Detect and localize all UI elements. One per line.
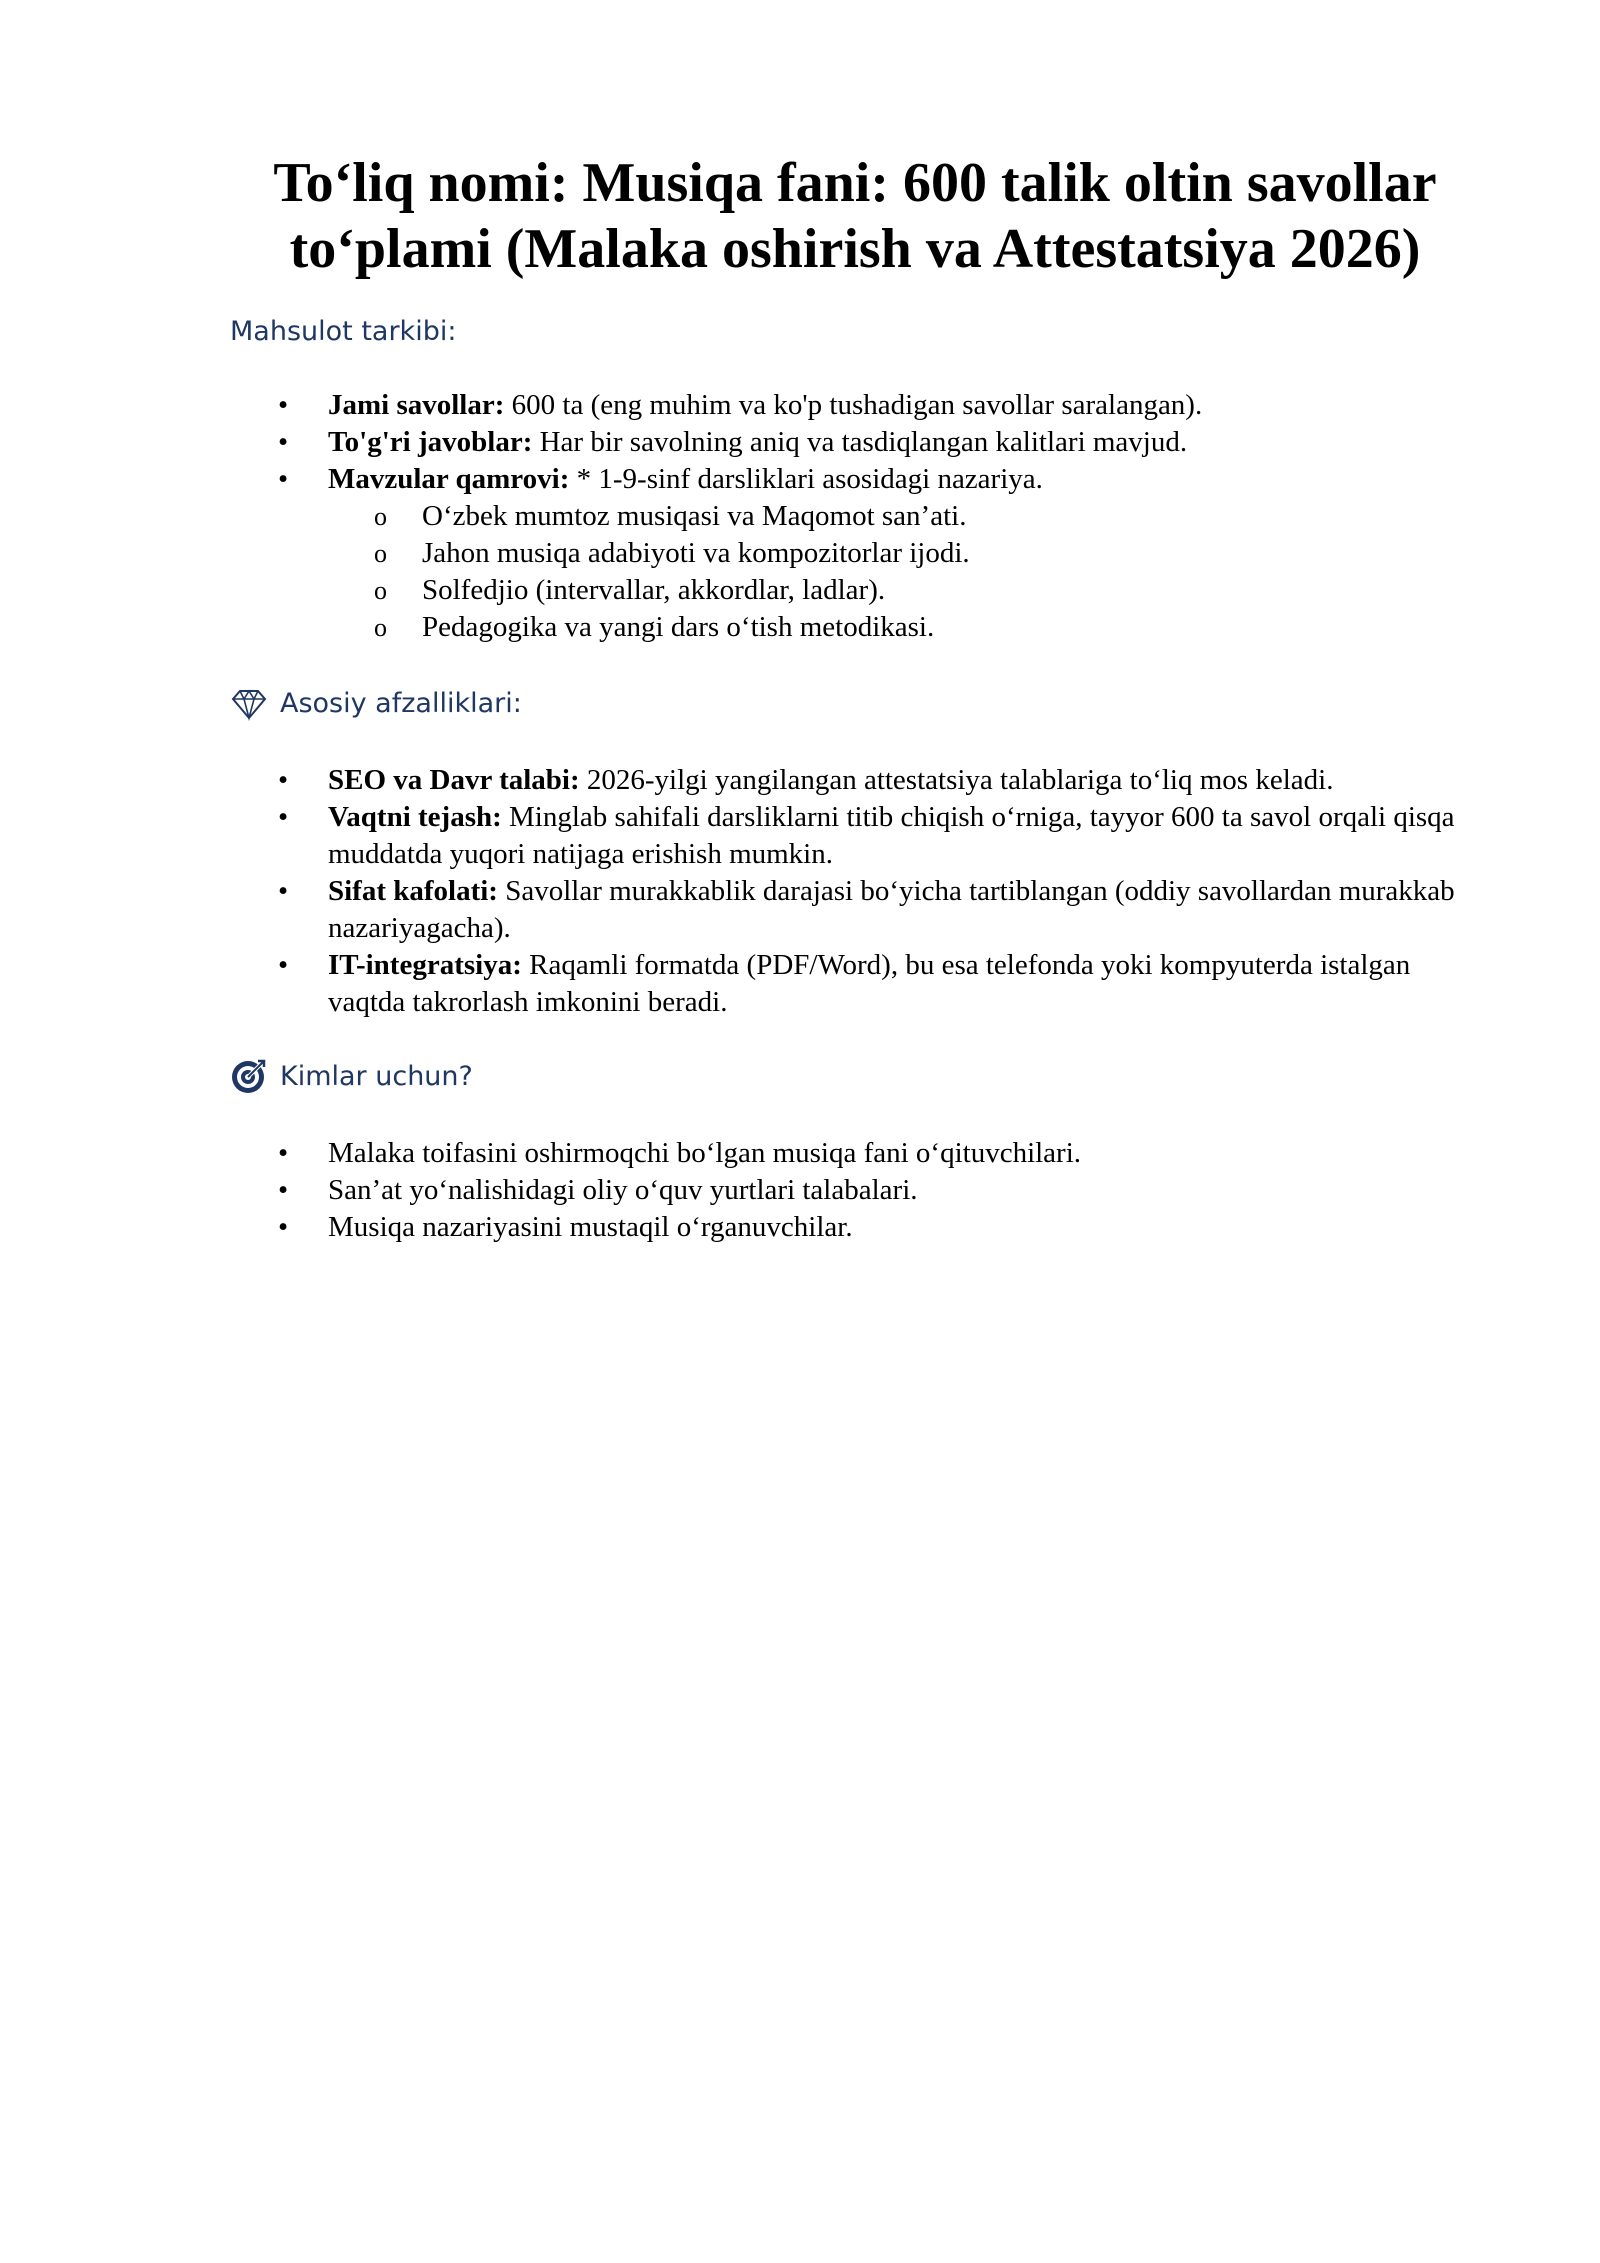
section-heading-text: Mahsulot tarkibi: (230, 316, 457, 347)
item-label: IT-integratsiya: (328, 949, 522, 981)
list-item (230, 762, 1480, 799)
kimlar-list (230, 1135, 1480, 1246)
topics-sublist (422, 498, 1480, 646)
item-text: 2026-yilgi yangilangan attestatsiya talablariga to‘liq mos keladi. (579, 764, 1334, 796)
item-label: Vaqtni tejash: (328, 801, 502, 833)
sublist-item: o Solfedjio (intervallar, akkordlar, ladlar). (422, 572, 1480, 609)
section-heading-kimlar (230, 1057, 1480, 1095)
item-text: Minglab sahifali darsliklarni titib chiqish o‘rniga, tayyor 600 ta savol orqali qisqa muddatda yuqori natijaga erishish mumkin. (328, 801, 1455, 870)
item-label: SEO va Davr talabi: (328, 764, 580, 796)
document-title (230, 150, 1480, 282)
item-text: Har bir savolning aniq va tasdiqlangan kalitlari mavjud. (532, 426, 1188, 458)
target-icon (230, 1057, 268, 1095)
list-item (230, 461, 1480, 646)
list-item (230, 799, 1480, 873)
section-heading-tarkibi (230, 316, 1480, 347)
item-text: * 1-9-sinf darsliklari asosidagi nazariya. (569, 463, 1043, 495)
sublist-item: o O‘zbek mumtoz musiqasi va Maqomot san’ati. (422, 498, 1480, 535)
section-heading-afzalliklari (230, 684, 1480, 722)
title-line-2: to‘plami (Malaka oshirish va Attestatsiya 2026) (289, 218, 1421, 280)
item-label: Jami savollar: (328, 389, 505, 421)
tarkibi-list (230, 387, 1480, 646)
title-line-1: To‘liq nomi: Musiqa fani: 600 talik oltin savollar (273, 152, 1437, 214)
list-item: • Malaka toifasini oshirmoqchi bo‘lgan musiqa fani o‘qituvchilari. (230, 1135, 1480, 1172)
section-heading-text: Asosiy afzalliklari: (280, 687, 522, 719)
diamond-icon (230, 684, 268, 722)
list-item (230, 873, 1480, 947)
section-heading-text: Kimlar uchun? (280, 1060, 473, 1092)
item-label: To'g'ri javoblar: (328, 426, 533, 458)
list-item: • San’at yo‘nalishidagi oliy o‘quv yurtlari talabalari. (230, 1172, 1480, 1209)
list-item (230, 424, 1480, 461)
item-label: Mavzular qamrovi: (328, 463, 570, 495)
afzalliklari-list (230, 762, 1480, 1021)
item-text: 600 ta (eng muhim va ko'p tushadigan savollar saralangan). (504, 389, 1203, 421)
sublist-item: o Jahon musiqa adabiyoti va kompozitorlar ijodi. (422, 535, 1480, 572)
list-item: • Musiqa nazariyasini mustaqil o‘rganuvchilar. (230, 1209, 1480, 1246)
item-text: Savollar murakkablik darajasi bo‘yicha tartiblangan (oddiy savollardan murakkab nazariyagacha). (328, 875, 1455, 944)
item-label: Sifat kafolati: (328, 875, 498, 907)
list-item (230, 947, 1480, 1021)
sublist-item: o Pedagogika va yangi dars o‘tish metodikasi. (422, 609, 1480, 646)
item-text: Raqamli formatda (PDF/Word), bu esa telefonda yoki kompyuterda istalgan vaqtda takrorlash imkonini beradi. (328, 949, 1411, 1018)
list-item (230, 387, 1480, 424)
